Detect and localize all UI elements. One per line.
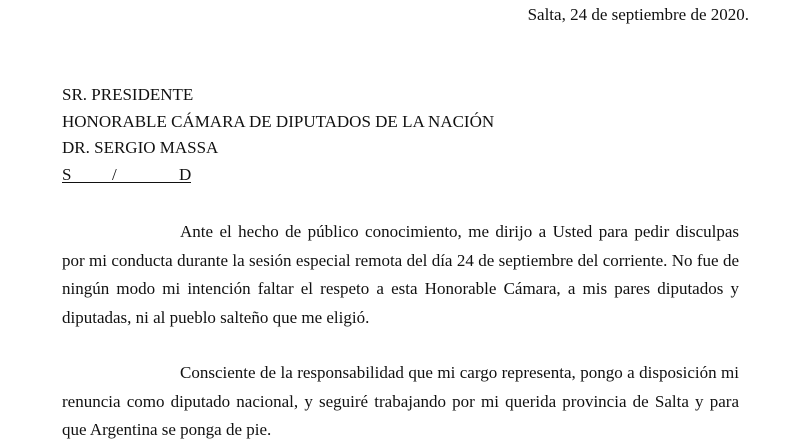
sd-d: D <box>179 164 192 184</box>
sd-underline <box>62 182 191 183</box>
addressee-institution: HONORABLE CÁMARA DE DIPUTADOS DE LA NACIÓN <box>62 111 495 131</box>
addressee-title: SR. PRESIDENTE <box>62 85 194 104</box>
su-despacho-line <box>62 162 191 186</box>
paragraph-apology: Ante el hecho de público conocimiento, me dirijo a Usted para pedir disculpas por mi conducta durante la sesión especial remota del día 24 de septiembre del corriente. No fue de ningún modo mi intención faltar el respeto a esta Honorable Cámara, a mis pares diputados y diputadas, ni al pueblo salteño que me eligió. <box>62 222 739 327</box>
sd-slash: / <box>112 164 117 184</box>
date-line: Salta, 24 de septiembre de 2020. <box>527 5 749 24</box>
addressee-name: DR. SERGIO MASSA <box>62 138 219 157</box>
sd-s: S <box>62 164 72 184</box>
addressee-block <box>62 82 494 186</box>
paragraph-resignation: Consciente de la responsabilidad que mi cargo representa, pongo a disposición mi renuncia como diputado nacional, y seguiré trabajando por mi querida provincia de Salta y para que Argentina se ponga de pie. <box>62 363 739 439</box>
